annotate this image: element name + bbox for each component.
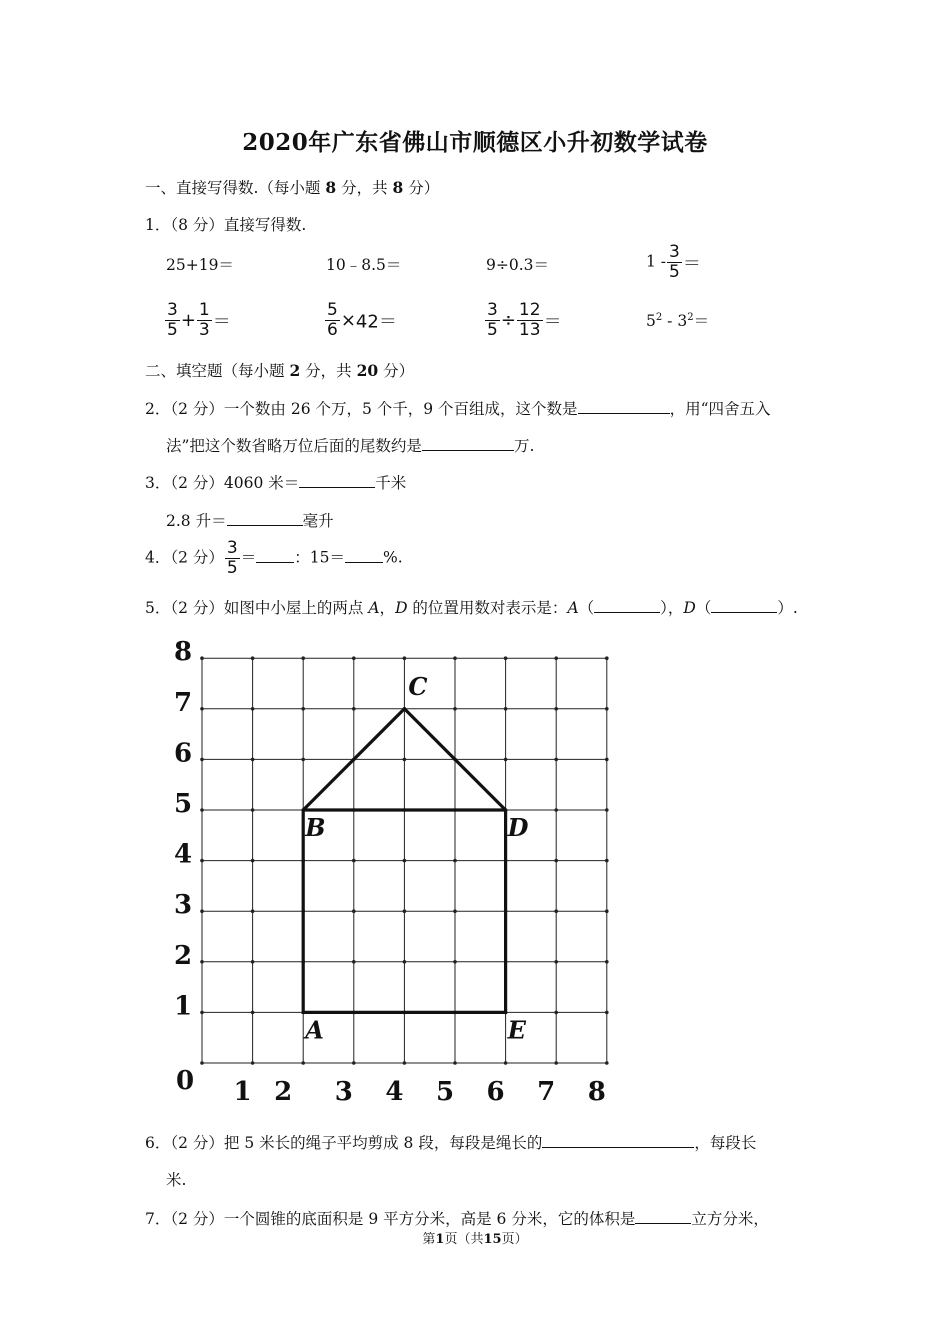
fraction-denominator: 3 xyxy=(198,320,210,340)
answer-blank[interactable] xyxy=(711,597,777,613)
page-title: 2020年广东省佛山市顺德区小升初数学试卷 xyxy=(242,129,708,156)
point-label-d: D xyxy=(507,813,529,842)
footer-text: 第 xyxy=(422,1232,436,1247)
grid-node-dot xyxy=(605,1061,609,1065)
equals-sign: ＝ xyxy=(212,311,231,333)
grid-node-dot xyxy=(200,1061,204,1065)
fraction-numerator: 5 xyxy=(327,300,338,320)
question-6-text: 6．（2 分）把 5 米长的绳子平均剪成 8 段，每段是绳长的 xyxy=(145,1134,543,1152)
section-2-heading-text: 二、填空题（每小题 xyxy=(145,362,290,380)
footer-text-2: 页（共 xyxy=(444,1232,484,1247)
total-pages: 15 xyxy=(483,1232,502,1247)
grid-node-dot xyxy=(605,656,609,660)
fraction xyxy=(165,302,180,339)
calc-item-4-pre: 1 - xyxy=(646,252,667,271)
times-sign: × xyxy=(340,310,356,331)
y-tick-label: 4 xyxy=(174,839,193,870)
y-tick-label: 2 xyxy=(174,940,193,971)
grid-node-dot xyxy=(403,656,407,660)
grid-node-dot xyxy=(403,758,407,762)
grid-node-dot xyxy=(453,859,457,863)
page-footer xyxy=(0,1228,950,1247)
grid-node-dot xyxy=(200,707,204,711)
question-3-text: 3．（2 分）4060 米＝ xyxy=(145,474,300,492)
grid-node-dot xyxy=(554,1061,558,1065)
grid-node-dot xyxy=(301,707,305,711)
question-4-text: 4．（2 分） xyxy=(145,548,224,567)
grid-node-dot xyxy=(605,808,609,812)
x-tick-label: 5 xyxy=(435,1077,455,1107)
question-3-line-1 xyxy=(145,471,406,493)
equals-sign: ＝ xyxy=(693,312,710,330)
power-exponent: 2 xyxy=(687,311,694,323)
grid-node-dot xyxy=(200,758,204,762)
power-base: 3 xyxy=(677,312,688,330)
question-4-text-2: ：15＝ xyxy=(294,548,345,567)
grid-node-dot xyxy=(251,758,255,762)
calc-item-6-rest: 42＝ xyxy=(355,311,397,333)
calc-item-6 xyxy=(324,302,397,339)
point-label-b: B xyxy=(305,813,326,842)
grid-node-dot xyxy=(453,656,457,660)
fraction-denominator: 6 xyxy=(327,320,338,340)
grid-node-dot xyxy=(251,656,255,660)
x-tick-label: 7 xyxy=(537,1077,556,1107)
point-a-ref: A xyxy=(368,599,380,617)
calc-item-2: 10﹣8.5＝ xyxy=(326,256,402,274)
point-label-a: A xyxy=(305,1015,324,1045)
section-1-score-total: 8 xyxy=(392,178,404,197)
question-7-line-1 xyxy=(145,1207,769,1229)
power-base: 5 xyxy=(646,312,656,330)
paren-close: ）， xyxy=(660,599,684,617)
fraction-numerator: 3 xyxy=(167,300,178,320)
question-1-prompt: 1．（8 分）直接写得数. xyxy=(145,216,307,234)
origin-label: 0 xyxy=(176,1066,195,1096)
y-tick-label: 6 xyxy=(174,738,193,769)
question-5-text-2: 的位置用数对表示是： xyxy=(407,599,568,617)
grid-node-dot xyxy=(403,960,407,964)
question-2-line-1 xyxy=(145,397,771,419)
grid-node-dot xyxy=(251,1061,255,1065)
grid-node-dot xyxy=(504,707,508,711)
grid-node-dot xyxy=(453,707,457,711)
grid-node-dot xyxy=(605,909,609,913)
x-tick-label: 2 xyxy=(274,1077,293,1107)
calc-item-1: 25+19＝ xyxy=(166,256,234,274)
equals-sign: ＝ xyxy=(543,311,562,333)
question-3-line-2 xyxy=(166,509,334,531)
section-1-heading xyxy=(145,176,439,198)
grid-node-dot xyxy=(200,1011,204,1015)
grid-node-dot xyxy=(403,859,407,863)
section-1-score-each: 8 xyxy=(325,178,337,197)
grid-node-dot xyxy=(200,909,204,913)
calc-item-3: 9÷0.3＝ xyxy=(486,256,549,274)
y-tick-label: 5 xyxy=(174,789,193,819)
x-tick-label: 8 xyxy=(587,1077,606,1107)
grid-node-dot xyxy=(554,1011,558,1015)
grid-node-dot xyxy=(352,859,356,863)
question-3-text-2: 2.8 升＝ xyxy=(166,512,227,530)
grid-node-dot xyxy=(605,1011,609,1015)
answer-blank[interactable] xyxy=(542,1132,694,1148)
calc-item-4 xyxy=(646,244,701,281)
point-labels xyxy=(303,672,528,1045)
fraction-denominator: 5 xyxy=(226,558,238,578)
y-tick-label: 8 xyxy=(174,637,193,668)
grid-node-dot xyxy=(352,707,356,711)
fraction-numerator: 3 xyxy=(226,538,238,558)
tick-labels xyxy=(174,637,606,1107)
calc-item-5 xyxy=(164,302,231,339)
section-1-heading-text: 一、直接写得数.（每小题 xyxy=(145,179,326,197)
grid-node-dot xyxy=(554,707,558,711)
grid-node-dot xyxy=(251,707,255,711)
answer-blank[interactable] xyxy=(256,547,294,563)
percent-sign: %. xyxy=(382,548,403,567)
grid-node-dot xyxy=(554,859,558,863)
grid-node-dot xyxy=(200,960,204,964)
paren-open: （ xyxy=(695,599,712,617)
fraction-denominator: 5 xyxy=(669,262,680,282)
x-tick-label: 1 xyxy=(233,1077,252,1107)
grid-node-dot xyxy=(251,859,255,863)
question-5 xyxy=(145,596,798,618)
fraction-numerator: 3 xyxy=(669,242,680,262)
section-2-score-each: 2 xyxy=(289,361,301,380)
comma: ， xyxy=(379,599,396,617)
point-label-e: E xyxy=(507,1015,526,1045)
grid-node-dot xyxy=(453,909,457,913)
y-tick-label: 3 xyxy=(174,890,193,921)
question-6-text-2: ，每段长 xyxy=(694,1134,757,1152)
x-tick-label: 3 xyxy=(334,1077,353,1107)
calc-item-7 xyxy=(484,302,562,339)
minus-sign: - xyxy=(662,312,678,330)
fraction xyxy=(517,302,543,339)
grid-node-dot xyxy=(504,1061,508,1065)
point-d-ref: D xyxy=(395,599,408,617)
equals-sign: ＝ xyxy=(240,548,257,567)
y-tick-label: 7 xyxy=(174,687,193,718)
calc-item-8 xyxy=(646,309,709,331)
point-label-c: C xyxy=(408,671,428,701)
question-5-text: 5．（2 分）如图中小屋上的两点 xyxy=(145,599,369,617)
grid-node-dot xyxy=(605,707,609,711)
grid-node-dot xyxy=(251,1011,255,1015)
grid-node-dot xyxy=(301,1061,305,1065)
grid-node-dot xyxy=(251,909,255,913)
page-number: 1 xyxy=(435,1232,445,1247)
question-2-text: 2．（2 分）一个数由 26 个万，5 个千，9 个百组成，这个数是 xyxy=(145,400,578,418)
question-2-text-4: 万. xyxy=(513,437,535,455)
grid-node-dot xyxy=(352,909,356,913)
fraction xyxy=(325,302,340,339)
grid-node-dot xyxy=(554,808,558,812)
grid-node-dot xyxy=(352,656,356,660)
answer-blank[interactable] xyxy=(594,597,660,613)
paren-close: ）. xyxy=(777,599,798,617)
grid-node-dot xyxy=(554,758,558,762)
grid-lines xyxy=(200,656,608,1064)
question-3-unit: 千米 xyxy=(375,474,407,492)
fraction-numerator: 3 xyxy=(487,300,498,320)
section-2-heading-text-3: 分） xyxy=(378,362,415,380)
grid-node-dot xyxy=(605,758,609,762)
grid-node-dot xyxy=(301,656,305,660)
fraction-denominator: 13 xyxy=(518,320,541,340)
answer-blank[interactable] xyxy=(578,398,670,414)
fraction-denominator: 5 xyxy=(167,320,178,340)
grid-node-dot xyxy=(403,909,407,913)
section-2-heading xyxy=(145,359,414,381)
answer-blank[interactable] xyxy=(227,510,303,526)
divide-sign: ÷ xyxy=(500,310,516,331)
plus-sign: + xyxy=(180,310,196,331)
grid-node-dot xyxy=(352,960,356,964)
grid-node-dot xyxy=(554,960,558,964)
y-tick-label: 1 xyxy=(174,991,193,1022)
fraction xyxy=(225,540,240,577)
question-7-text-2: 立方分米， xyxy=(691,1210,769,1228)
grid-node-dot xyxy=(554,656,558,660)
question-2-text-2: ，用“四舍五入 xyxy=(669,400,771,418)
section-1-heading-text-2: 分，共 xyxy=(336,179,393,197)
question-3-unit-2: 毫升 xyxy=(302,512,334,530)
question-2-line-2 xyxy=(166,434,534,456)
grid-node-dot xyxy=(504,656,508,660)
paren-open: （ xyxy=(578,599,595,617)
section-1-heading-text-3: 分） xyxy=(403,179,440,197)
grid-node-dot xyxy=(554,909,558,913)
calc-item-4-equals: ＝ xyxy=(682,253,701,275)
question-7-text: 7．（2 分）一个圆锥的底面积是 9 平方分米，高是 6 分米，它的体积是 xyxy=(145,1210,636,1228)
answer-blank[interactable] xyxy=(345,547,383,563)
section-2-heading-text-2: 分，共 xyxy=(300,362,357,380)
coordinate-grid-diagram xyxy=(160,630,620,1110)
grid-node-dot xyxy=(352,1061,356,1065)
section-2-score-total: 20 xyxy=(356,361,379,380)
footer-text-3: 页） xyxy=(501,1232,528,1247)
grid-node-dot xyxy=(200,808,204,812)
fraction-numerator: 12 xyxy=(518,300,541,320)
x-tick-label: 6 xyxy=(486,1077,505,1107)
grid-node-dot xyxy=(453,960,457,964)
answer-blank[interactable] xyxy=(422,435,514,451)
question-4 xyxy=(145,540,403,577)
point-a-ref: A xyxy=(567,599,579,617)
grid-node-dot xyxy=(301,758,305,762)
grid-node-dot xyxy=(605,960,609,964)
grid-node-dot xyxy=(605,859,609,863)
answer-blank[interactable] xyxy=(299,472,375,488)
grid-node-dot xyxy=(251,808,255,812)
grid-node-dot xyxy=(504,758,508,762)
grid-node-dot xyxy=(453,1061,457,1065)
answer-blank[interactable] xyxy=(635,1208,691,1224)
grid-node-dot xyxy=(403,1061,407,1065)
grid-node-dot xyxy=(200,859,204,863)
question-2-text-3: 法”把这个数省略万位后面的尾数约是 xyxy=(166,437,422,455)
grid-node-dot xyxy=(200,656,204,660)
fraction xyxy=(197,302,212,339)
fraction xyxy=(667,244,682,281)
fraction xyxy=(485,302,500,339)
power-exponent: 2 xyxy=(655,311,663,323)
point-d-ref: D xyxy=(683,599,696,617)
fraction-denominator: 5 xyxy=(487,320,498,340)
question-6-line-1 xyxy=(145,1131,756,1153)
grid-node-dot xyxy=(251,960,255,964)
question-6-line-2: 米. xyxy=(166,1171,187,1189)
fraction-numerator: 1 xyxy=(198,300,210,320)
x-tick-label: 4 xyxy=(385,1077,404,1107)
